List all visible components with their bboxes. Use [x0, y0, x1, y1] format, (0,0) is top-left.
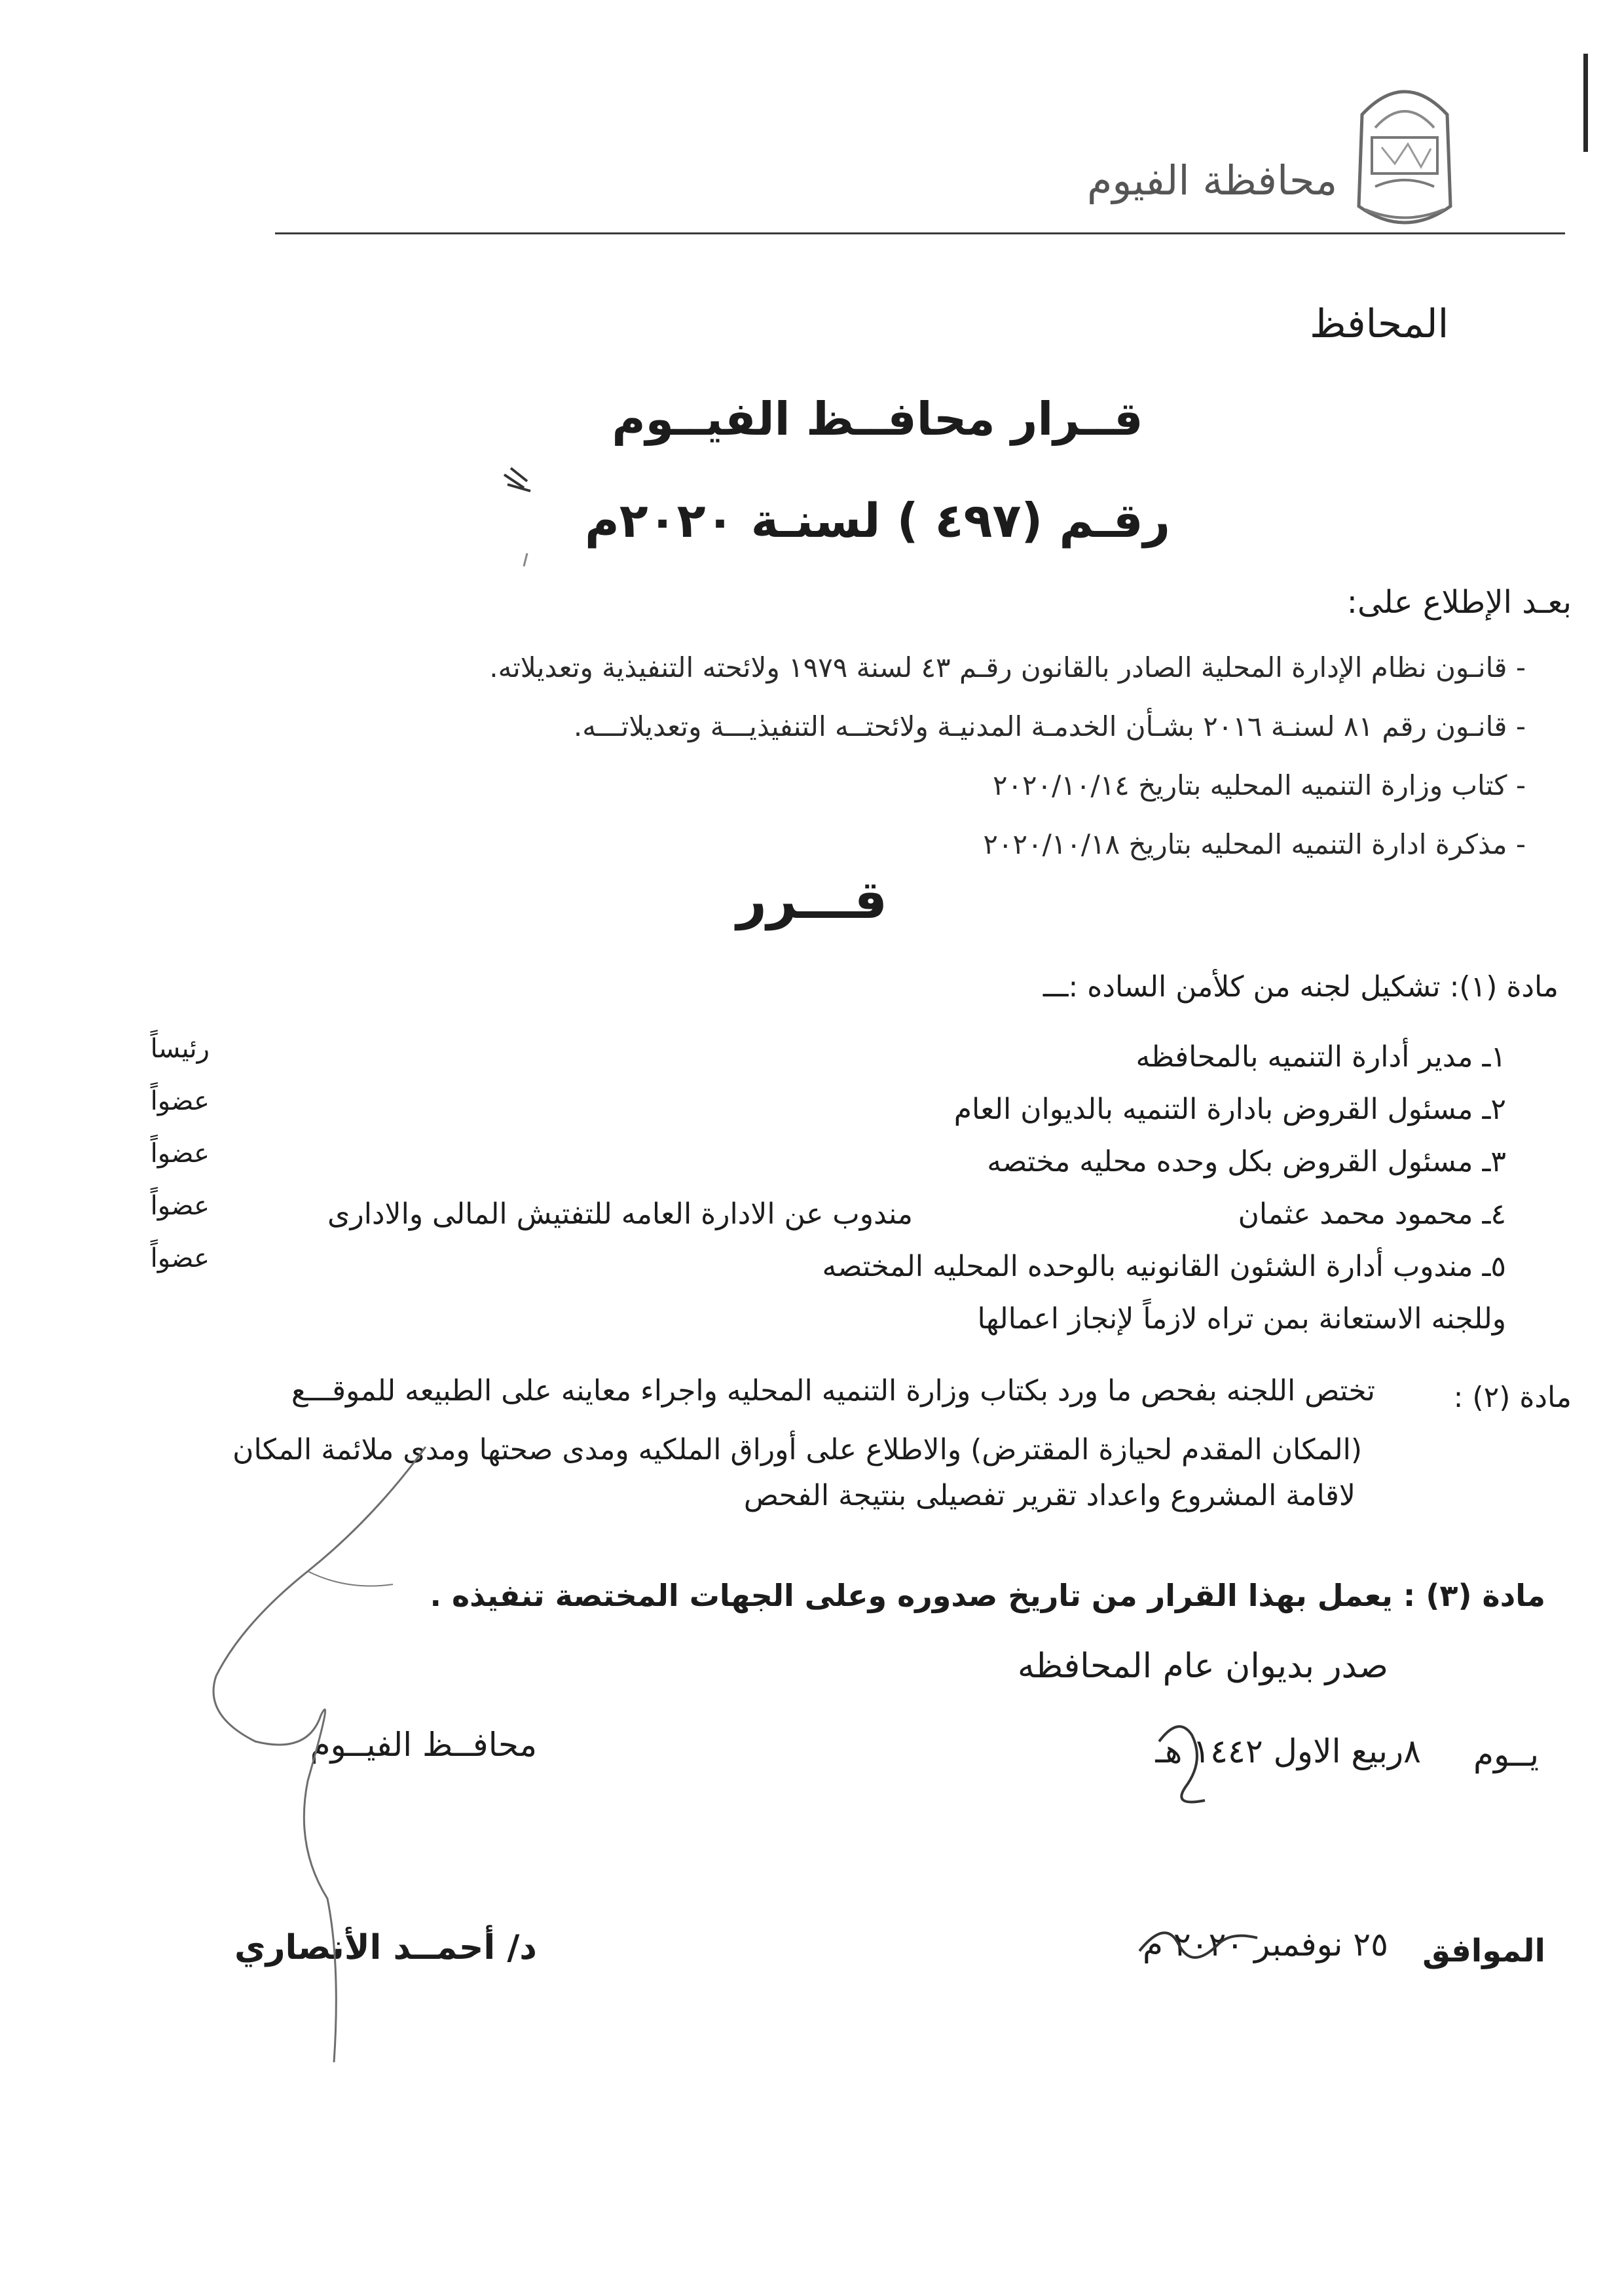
governor-name: د/ أحمــد الأنصاري: [234, 1928, 537, 1967]
committee-member: [301, 1192, 1506, 1237]
hijri-date: ٨ربيع الاول ١٤٤٢ هـ: [1155, 1732, 1421, 1770]
member-name: ١ـ مدير أدارة التنميه بالمحافظه: [1135, 1040, 1506, 1074]
committee-member: [301, 1139, 1506, 1185]
member-name: ٥ـ مندوب أدارة الشئون القانونيه بالوحده المحليه المختصه: [822, 1250, 1506, 1283]
handwriting-strokes-icon: [1008, 1702, 1414, 2016]
article-3-text: مادة (٣) : يعمل بهذا القرار من تاريخ صدوره وعلى الجهات المختصة تنفيذه .: [430, 1578, 1545, 1613]
member-name: ٢ـ مسئول القروض بادارة التنميه بالديوان العام: [953, 1093, 1506, 1126]
member-role: عضواً: [150, 1086, 210, 1116]
reference-item: - كتاب وزارة التنميه المحليه بتاريخ ٢٠٢٠/١٠/١٤: [992, 769, 1526, 801]
governorate-name: محافظة الفيوم: [1087, 156, 1338, 204]
issuance-place: صدر بديوان عام المحافظه: [1017, 1647, 1388, 1686]
reference-item: - قانـون رقم ٨١ لسنـة ٢٠١٦ بشـأن الخدمـة المدنيـة ولائحتــه التنفيذيـــة وتعديلاتـــه.: [573, 710, 1526, 742]
article-1-assist: وللجنه الاستعانة بمن تراه لازماً لإنجاز اعمالها: [977, 1302, 1506, 1336]
member-role: عضواً: [150, 1191, 210, 1221]
signature-icon: [177, 1440, 478, 2069]
scan-edge-mark: [1583, 54, 1588, 152]
article-1-intro: مادة (١): تشكيل لجنه من كلأمن الساده :ـــ: [1043, 970, 1559, 1004]
governor-title: محافــظ الفيــوم: [310, 1726, 537, 1764]
reference-item: - مذكرة ادارة التنميه المحليه بتاريخ ٢٠٢٠/١٠/١٨: [983, 828, 1526, 860]
article-2-label: مادة (٢) :: [1453, 1381, 1572, 1414]
member-role: رئيساً: [150, 1034, 210, 1064]
review-heading: بعـد الإطلاع على:: [1346, 584, 1572, 621]
member-name: ٣ـ مسئول القروض بكل وحده محليه مختصه: [987, 1145, 1506, 1178]
decree-number: رقـم (٤٩٧ ) لسنـة ٢٠٢٠م: [584, 493, 1171, 548]
member-role: عضواً: [150, 1243, 210, 1273]
committee-member: [301, 1087, 1506, 1133]
article-2-text: لاقامة المشروع واعداد تقرير تفصيلى بنتيجة الفحص: [743, 1479, 1356, 1512]
header-divider: [275, 232, 1565, 234]
decided-heading: قـــرر: [736, 869, 888, 930]
member-name: ٤ـ محمود محمد عثمان: [1238, 1197, 1506, 1231]
day-label: يــوم: [1473, 1736, 1539, 1774]
committee-member: [301, 1244, 1506, 1290]
member-role: عضواً: [150, 1139, 210, 1169]
corresponding-label: الموافق: [1422, 1933, 1545, 1969]
handwritten-mark-icon: [498, 462, 544, 573]
article-2-text: تختص اللجنه بفحص ما ورد بكتاب وزارة التنميه المحليه واجراء معاينه على الطبيعه للموقـــع: [291, 1374, 1375, 1408]
reference-item: - قانـون نظام الإدارة المحلية الصادر بالقانون رقـم ٤٣ لسنة ١٩٧٩ ولائحته التنفيذية وتعديلاته.: [489, 651, 1526, 683]
governorate-seal-icon: [1336, 75, 1473, 246]
decree-title: قــرار محافــظ الفيــوم: [612, 392, 1143, 446]
committee-member: [301, 1034, 1506, 1080]
gregorian-date: ٢٥ نوفمبر ٢٠٢٠ م: [1142, 1925, 1388, 1963]
office-title: المحافظ: [1310, 301, 1449, 347]
member-affiliation: مندوب عن الادارة العامه للتفتيش المالى والادارى: [327, 1197, 913, 1231]
article-2-text: (المكان المقدم لحيازة المقترض) والاطلاع على أوراق الملكيه ومدى صحتها ومدى ملائمة المكان: [232, 1433, 1362, 1467]
